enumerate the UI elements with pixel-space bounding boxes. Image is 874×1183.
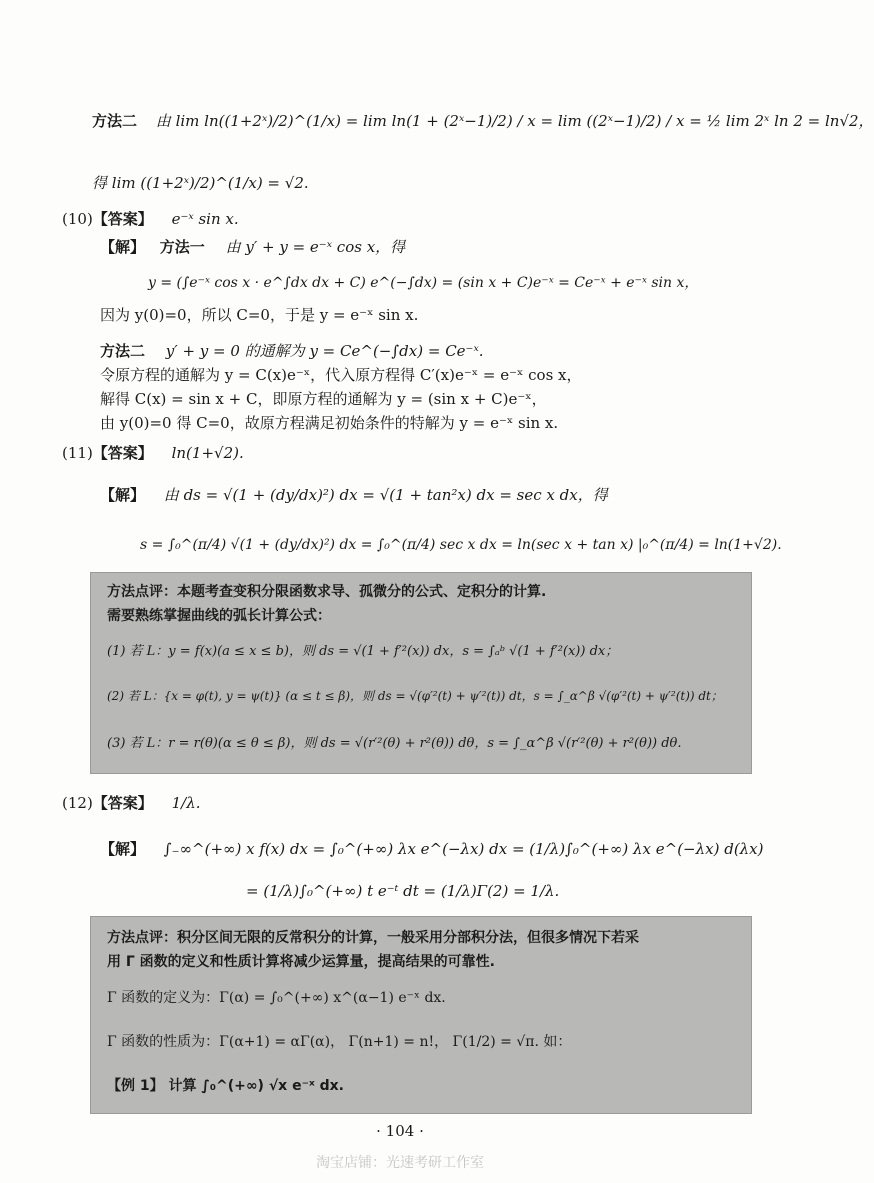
watermark: 淘宝店铺：光速考研工作室: [316, 1155, 484, 1171]
q10-m2-line4: [100, 412, 558, 434]
limit-result-text: 得 lim ((1+2ˣ)/2)^(1/x) = √2.: [92, 174, 309, 192]
panel1-line2: 需要熟练掌握曲线的弧长计算公式：: [107, 608, 331, 624]
q10-m2-text: y′ + y = 0 的通解为 y = Ce^(−∫dx) = Ce⁻ˣ.: [165, 342, 484, 360]
q10-m2-line4-text: 由 y(0)=0 得 C=0，故原方程满足初始条件的特解为 y = e⁻ˣ sin x.: [100, 414, 559, 432]
q11-answer: ln(1+√2).: [171, 444, 244, 462]
q10-m1-conclusion: [100, 304, 418, 326]
solution-tag: 【解】: [100, 840, 146, 858]
page-number: · 104 ·: [376, 1122, 424, 1140]
q12-answer-tag: 【答案】: [92, 794, 153, 812]
q10-m2-line3-text: 解得 C(x) = sin x + C，即原方程的通解为 y = (sin x + C)e⁻ˣ，: [100, 390, 547, 408]
method-label: 方法一: [159, 238, 205, 256]
q12-line2-text: = (1/λ)∫₀^(+∞) t e⁻ᵗ dt = (1/λ)Γ(2) = 1/λ.: [246, 882, 560, 900]
solution-tag: 【解】: [100, 238, 146, 256]
q12-line1: [100, 838, 764, 860]
panel2-example: 【例 1】 计算 ∫₀^(+∞) √x e⁻ˣ dx.: [107, 1078, 344, 1094]
q10-answer-row: [62, 208, 239, 230]
method-label: 方法二: [92, 112, 138, 130]
q11-number: (11): [62, 444, 93, 462]
q10-m2-line2: [100, 364, 582, 386]
panel2-title: 方法点评：积分区间无限的反常积分的计算，一般采用分部积分法，但很多情况下若采: [107, 930, 639, 946]
q12-number: (12): [62, 794, 93, 812]
q11-answer-tag: 【答案】: [92, 444, 153, 462]
panel1-line4: (2) 若 L：{x = φ(t), y = ψ(t)} (α ≤ t ≤ β)，则 ds = √(φ′²(t) + ψ′²(t)) dt，s = ∫_α^β √(φ′²(t) + ψ′²(t)) dt；: [107, 689, 723, 703]
q11-answer-row: [62, 442, 244, 464]
q12-line1-text: ∫₋∞^(+∞) x f(x) dx = ∫₀^(+∞) λx e^(−λx) dx = (1/λ)∫₀^(+∞) λx e^(−λx) d(λx): [163, 840, 764, 858]
q10-answer: e⁻ˣ sin x.: [171, 210, 239, 228]
q12-answer: 1/λ.: [171, 794, 201, 812]
q11-line1: [100, 484, 608, 506]
panel1-title: 方法点评：本题考查变积分限函数求导、孤微分的公式、定积分的计算.: [107, 584, 547, 600]
panel1-line5: (3) 若 L：r = r(θ)(α ≤ θ ≤ β)，则 ds = √(r′²(θ) + r²(θ)) dθ，s = ∫_α^β √(r′²(θ) + r²(θ)) dθ.: [107, 736, 682, 751]
q10-number: (10): [62, 210, 93, 228]
q10-method1-row: [100, 236, 405, 258]
q10-m1-formula: [148, 272, 698, 294]
q12-answer-row: [62, 792, 200, 814]
method2-first-block: [92, 110, 874, 132]
q10-m1-conclusion-text: 因为 y(0)=0，所以 C=0，于是 y = e⁻ˣ sin x.: [100, 306, 419, 324]
method-comment-panel-1: [90, 572, 752, 774]
limit-result: [92, 172, 309, 194]
q11-line2-text: s = ∫₀^(π/4) √(1 + (dy/dx)²) dx = ∫₀^(π/4) sec x dx = ln(sec x + tan x) |₀^(π/4) = ln(1+√2).: [140, 537, 782, 553]
q10-m1-formula-text: y = (∫e⁻ˣ cos x · e^∫dx dx + C) e^(−∫dx) = (sin x + C)e⁻ˣ = Ce⁻ˣ + e⁻ˣ sin x，: [148, 275, 699, 291]
q11-line1-text: 由 ds = √(1 + (dy/dx)²) dx = √(1 + tan²x) dx = sec x dx，得: [163, 486, 608, 504]
q11-line2: [140, 534, 782, 556]
panel1-line3: (1) 若 L：y = f(x)(a ≤ x ≤ b)，则 ds = √(1 + f′²(x)) dx，s = ∫ₐᵇ √(1 + f′²(x)) dx；: [107, 644, 619, 659]
solution-tag: 【解】: [100, 486, 146, 504]
panel2-line3: Γ 函数的定义为：Γ(α) = ∫₀^(+∞) x^(α−1) e⁻ˣ dx.: [107, 990, 446, 1006]
panel2-line4: Γ 函数的性质为：Γ(α+1) = αΓ(α)， Γ(n+1) = n!， Γ(1/2) = √π. 如：: [107, 1034, 572, 1050]
method-comment-panel-2: [90, 916, 752, 1114]
q10-answer-tag: 【答案】: [92, 210, 153, 228]
limit-formula: 由 lim ln((1+2ˣ)/2)^(1/x) = lim ln(1 + (2ˣ−1)/2) / x = lim ((2ˣ−1)/2) / x = ½ lim 2ˣ ln 2 = ln√2，: [155, 112, 874, 130]
q10-m2-line3: [100, 388, 547, 410]
q10-m1-text: 由 y′ + y = e⁻ˣ cos x，得: [225, 238, 406, 256]
q10-m2-line2-text: 令原方程的通解为 y = C(x)e⁻ˣ，代入原方程得 C′(x)e⁻ˣ = e⁻ˣ cos x，: [100, 366, 582, 384]
q12-line2: [246, 880, 559, 902]
panel2-line2: 用 Γ 函数的定义和性质计算将减少运算量，提高结果的可靠性.: [107, 954, 495, 970]
method-label: 方法二: [100, 342, 146, 360]
q10-method2-row: [100, 340, 484, 362]
